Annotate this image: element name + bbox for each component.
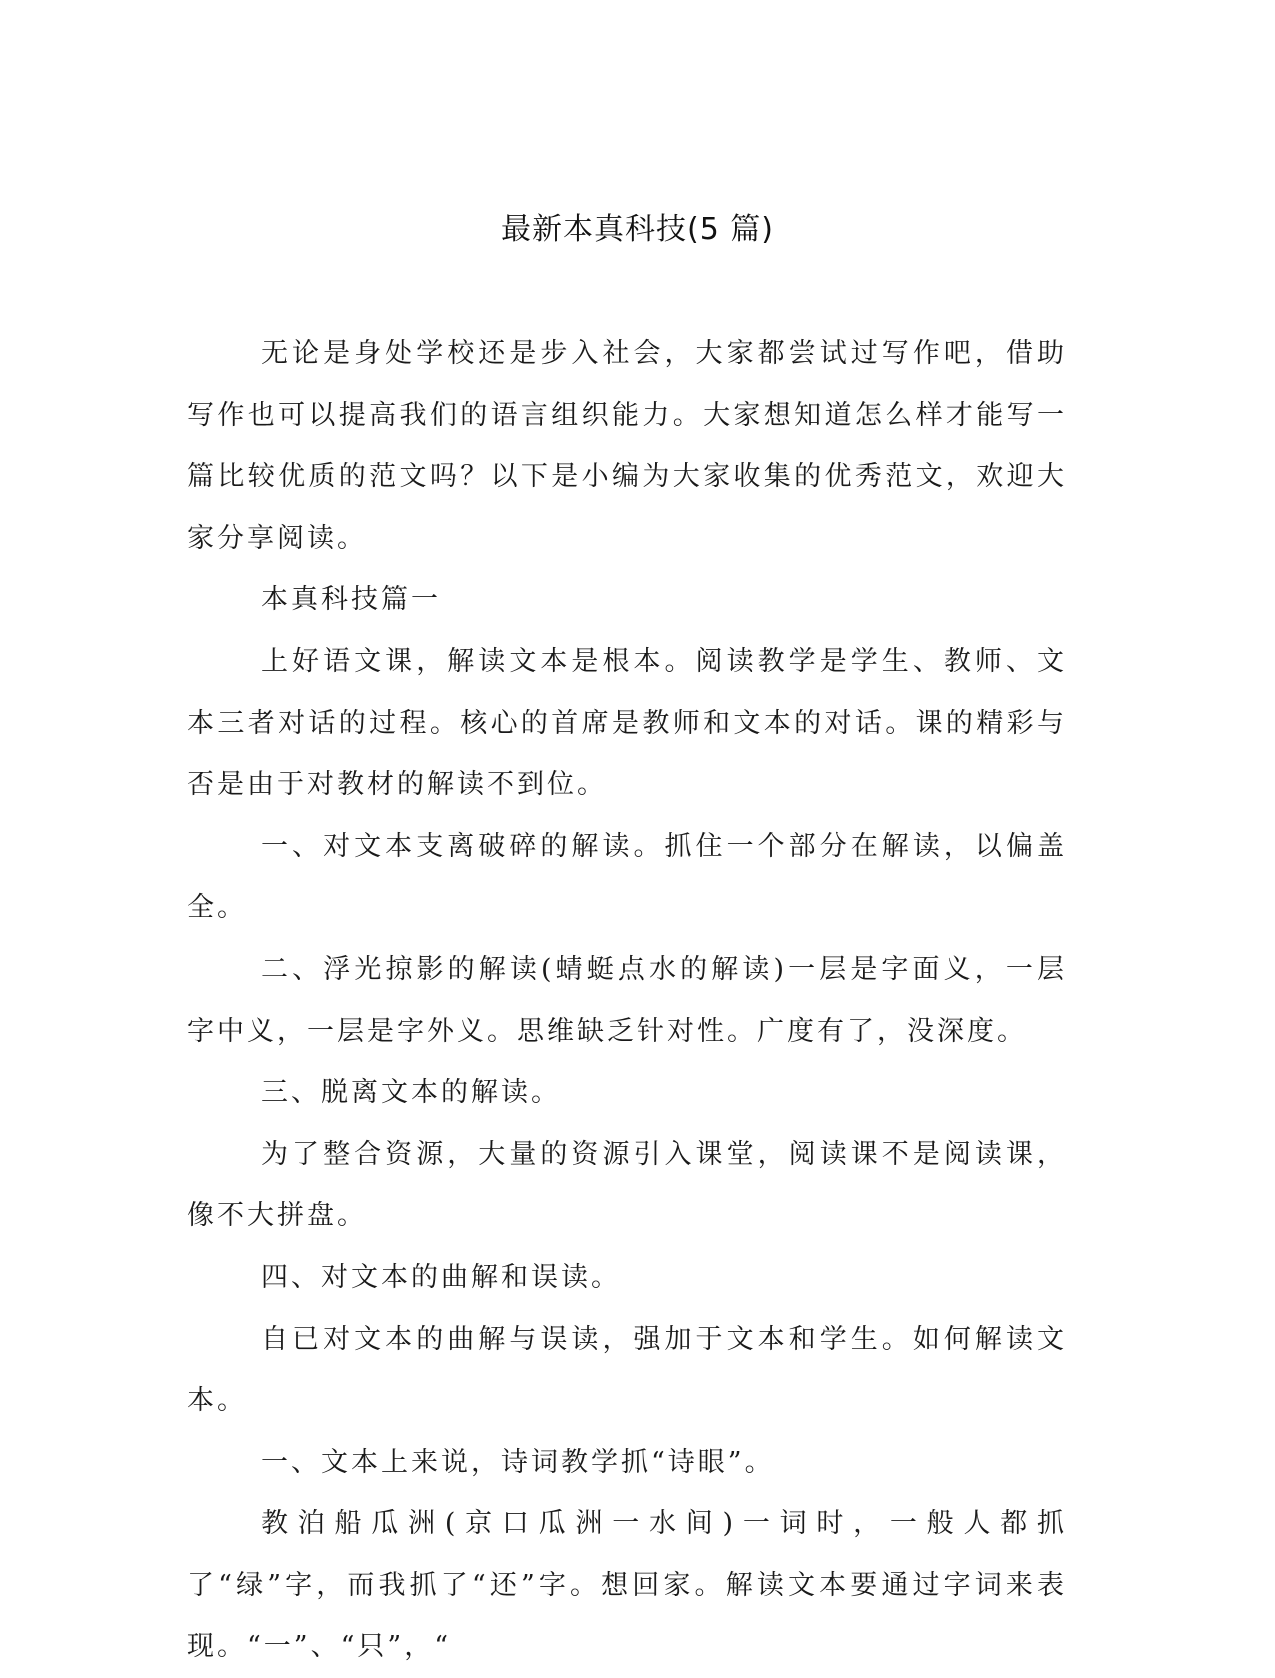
section-heading: 本真科技篇一 <box>261 584 441 616</box>
body-paragraph: 二、浮光掠影的解读(蜻蜓点水的解读)一层是字面义，一层字中义，一层是字外义。思维缺乏针对性。广度有了，没深度。 <box>187 953 1067 1047</box>
body-paragraph: 上好语文课，解读文本是根本。阅读教学是学生、教师、文本三者对话的过程。核心的首席是教师和文本的对话。课的精彩与否是由于对教材的解读不到位。 <box>187 645 1067 801</box>
body-paragraph: 自已对文本的曲解与误读，强加于文本和学生。如何解读文本。 <box>187 1323 1067 1417</box>
intro-paragraph: 无论是身处学校还是步入社会，大家都尝试过写作吧，借助写作也可以提高我们的语言组织能力。大家想知道怎么样才能写一篇比较优质的范文吗？以下是小编为大家收集的优秀范文，欢迎大家分享阅读。 <box>187 338 1067 554</box>
document-title: 最新本真科技(5 篇) <box>500 212 775 247</box>
body-paragraph: 为了整合资源，大量的资源引入课堂，阅读课不是阅读课，像不大拼盘。 <box>187 1138 1067 1232</box>
document-body <box>187 323 1067 1678</box>
body-paragraph: 四、对文本的曲解和误读。 <box>261 1261 621 1293</box>
body-paragraph: 三、脱离文本的解读。 <box>261 1077 561 1109</box>
body-paragraph: 一、对文本支离破碎的解读。抓住一个部分在解读，以偏盖全。 <box>187 830 1067 924</box>
body-paragraph: 教泊船瓜洲(京口瓜洲一水间)一词时，一般人都抓了“绿”字，而我抓了“还”字。想回家。解读文本要通过字词来表现。“一”、“只”，“ <box>187 1508 1067 1663</box>
body-paragraph: 一、文本上来说，诗词教学抓“诗眼”。 <box>261 1446 775 1478</box>
